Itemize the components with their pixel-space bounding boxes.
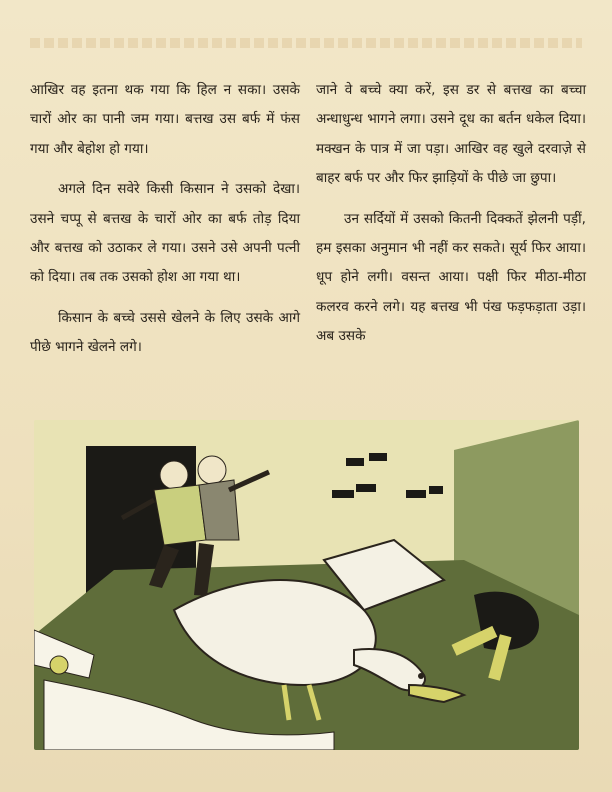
paragraph: आखिर वह इतना थक गया कि हिल न सका। उसके चारों ओर का पानी जम गया। बत्तख उस बर्फ में फंस गया और बेहोश हो गया। xyxy=(30,82,300,157)
paragraph: उन सर्दियों में उसको कितनी दिक्कतें झेलनी पड़ीं, हम इसका अनुमान भी नहीं कर सकते। सूर्य फिर आया। धूप होने लगी। वसन्त आया। पक्षी फिर मीठा-मीठा कलरव करने लगे। यह बत्तख भी पंख फड़फड़ाता उड़ा। अब उसके xyxy=(316,210,586,345)
paragraph: अगले दिन सवेरे किसी किसान ने उसको देखा। उसने चप्पू से बत्तख के चारों ओर का बर्फ तोड़ दिया और बत्तख को उठाकर ले गया। उसने उसे अपनी पत्नी को दिया। तब तक उसको होश आ गया था। xyxy=(30,181,300,286)
paragraph: जाने वे बच्चे क्या करें, इस डर से बत्तख का बच्चा अन्धाधुन्ध भागने लगा। उसने दूध का बर्तन धकेल दिया। मक्खन के पात्र में जा पड़ा। आखिर वह खुले दरवाज़े से बाहर बर्फ पर और फिर झाड़ियों के पीछे जा छुपा। xyxy=(316,82,586,187)
paragraph: किसान के बच्चे उससे खेलने के लिए उसके आगे पीछे भागने खेलने लगे। xyxy=(30,309,300,356)
duck-scene-drawing xyxy=(34,420,579,750)
right-text-column xyxy=(316,76,586,352)
left-text-column xyxy=(30,76,300,363)
decorative-header-rule xyxy=(30,38,582,48)
story-illustration xyxy=(34,420,579,750)
